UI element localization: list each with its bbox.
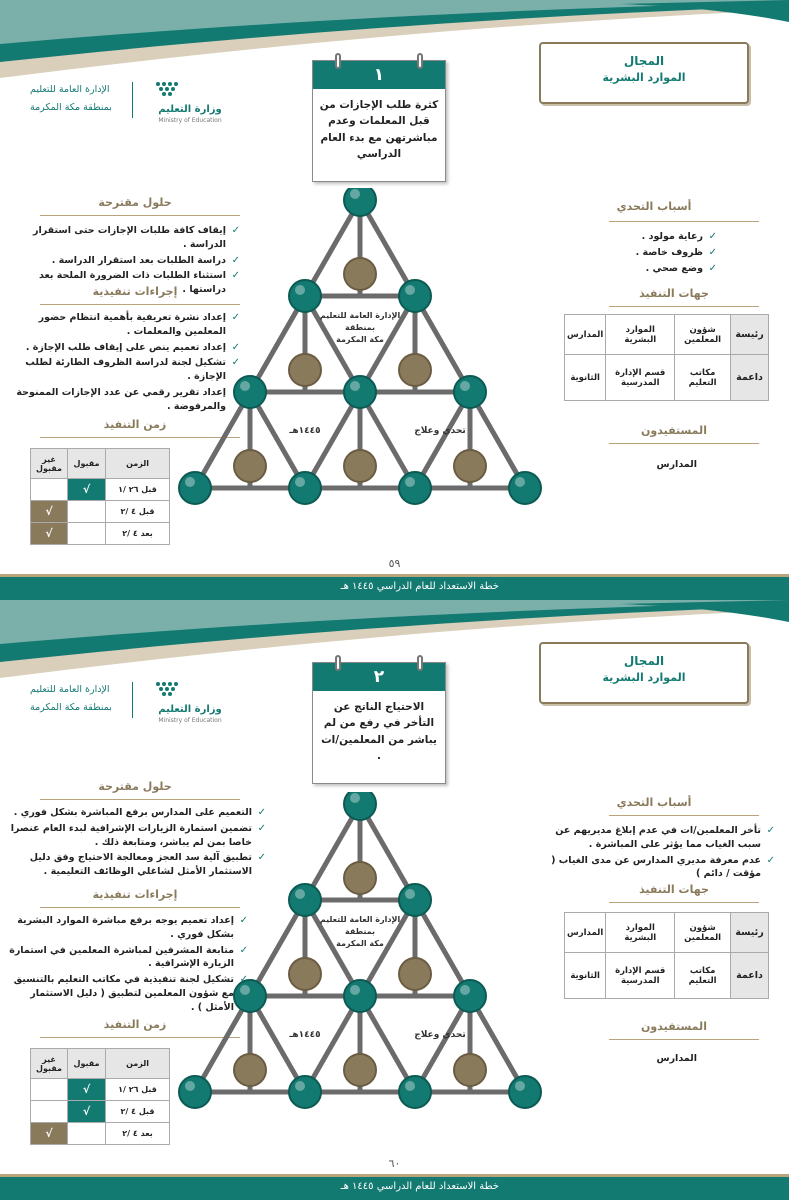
list-item: ✓ إيقاف كافة طلبات الإجازات حتى استقرار الدراسة .: [8, 224, 240, 252]
time-label: بعد ٤ /٢: [106, 1123, 170, 1145]
time-label: بعد ٤ /٢: [106, 523, 170, 545]
list-item: ✓ وضع صحي .: [577, 262, 717, 276]
pyramid-node-teal: [454, 376, 486, 408]
not-accepted-col-header: غير مقبول: [31, 449, 68, 479]
pyramid-node-teal: [234, 980, 266, 1012]
pyramid-node-teal: [344, 792, 376, 820]
causes-list: [577, 230, 717, 277]
not-accepted-col-header: غير مقبول: [31, 1049, 68, 1079]
section-divider: [609, 815, 759, 816]
node-highlight: [350, 793, 360, 803]
accepted-check: √: [68, 479, 106, 501]
ministry-logo: [30, 678, 230, 728]
empty-cell: [31, 1101, 68, 1123]
challenge-calendar: [312, 60, 446, 182]
list-item: ✓ التعميم على المدارس برفع المباشرة بشكل فوري .: [8, 806, 266, 820]
empty-cell: [68, 501, 106, 523]
pyramid-node-teal: [509, 1076, 541, 1108]
list-item: ✓ تأخر المعلمين/ات في عدم إبلاغ مديريهم عن سبب الغياب مما يؤثر على المباشرة .: [550, 824, 775, 852]
list-item: ✓ تضمين استمارة الزيارات الإشرافية لبدء العام عنصرا خاصا بمن لم يباشر، ومتابعة ذلك .: [8, 822, 266, 850]
list-item: ✓ إعداد نشرة تعريفية بأهمية انتظام حضور المعلمين والمعلمات .: [8, 311, 240, 339]
list-item: ✓ تشكيل لجنة تنفيذية في مكاتب التعليم بالتنسيق مع شؤون المعلمين لتطبيق ( دليل الاستثمار الأمثل ) .: [8, 973, 248, 1014]
pyramid-year: ١٤٤٥هـ: [289, 1030, 321, 1040]
pyramid-node-teal: [179, 472, 211, 504]
challenge-number: ٢: [313, 663, 445, 691]
exec-support-label: داعمة: [731, 355, 769, 401]
pyramid-center-line2: بمنطقة: [344, 927, 376, 936]
page-number: ٦٠: [388, 1157, 401, 1170]
empty-cell: [68, 1123, 106, 1145]
footer-text: خطة الاستعداد للعام الدراسي ١٤٤٥ هـ: [340, 581, 499, 592]
list-item: ✓ عدم معرفة مديري المدارس عن مدى الغياب ( مؤقت / دائم ): [550, 854, 775, 882]
table-row: [31, 1101, 170, 1123]
node-highlight: [515, 477, 525, 487]
section-divider: [609, 443, 759, 444]
table-row: [31, 479, 170, 501]
list-item: ✓ دراسة الطلبات بعد استقرار الدراسة .: [8, 254, 240, 268]
node-highlight: [240, 381, 250, 391]
challenge-title: الاحتياج الناتج عن التأخر في رفع من لم يباشر من المعلمين/ات .: [321, 701, 437, 762]
challenge-number: ١: [313, 61, 445, 89]
not-accepted-check: √: [31, 501, 68, 523]
ministry-emblem-icon: [138, 78, 228, 126]
node-highlight: [405, 285, 415, 295]
node-highlight: [295, 477, 305, 487]
list-item: ✓ ظروف خاصة .: [577, 246, 717, 260]
node-highlight: [460, 985, 470, 995]
exec-bodies-table: [564, 912, 769, 999]
table-cell: شؤون المعلمين: [675, 315, 731, 355]
exec-bodies-title: جهات التنفيذ: [639, 883, 709, 896]
calendar-ring: [335, 53, 341, 69]
causes-list: [550, 824, 775, 883]
domain-title: المجال: [623, 54, 665, 68]
node-highlight: [185, 477, 195, 487]
pyramid-node-teal: [399, 1076, 431, 1108]
node-highlight: [405, 1081, 415, 1091]
logo-divider: [132, 82, 133, 118]
pyramid-year: ١٤٤٥هـ: [289, 426, 321, 436]
exec-support-label: داعمة: [731, 953, 769, 999]
pyramid-node-teal: [399, 884, 431, 916]
solutions-title: حلول مقترحة: [98, 780, 172, 793]
table-cell: مكاتب التعليم: [675, 355, 731, 401]
domain-value: الموارد البشرية: [602, 671, 686, 684]
page-2: [0, 600, 789, 1200]
list-item: ✓ إعداد تعميم يوجه برفع مباشرة الموارد البشرية بشكل فوري .: [8, 914, 248, 942]
beneficiaries-title: المستفيدون: [641, 1020, 707, 1033]
domain-box: [539, 42, 749, 104]
domain-title: المجال: [623, 654, 665, 668]
accepted-check: √: [68, 1079, 106, 1101]
node-highlight: [295, 1081, 305, 1091]
pyramid-diagram: [170, 792, 550, 1112]
pyramid-node-teal: [344, 188, 376, 216]
pyramid-diagram: [170, 188, 550, 508]
pyramid-node-teal: [454, 980, 486, 1012]
logo-line1: الإدارة العامة للتعليم: [30, 84, 110, 95]
node-highlight: [350, 985, 360, 995]
time-col-header: الزمن: [106, 449, 170, 479]
node-highlight: [405, 477, 415, 487]
time-label: قبل ٤ /٢: [106, 501, 170, 523]
logo-divider: [132, 682, 133, 718]
pyramid-node-teal: [179, 1076, 211, 1108]
exec-bodies-title: جهات التنفيذ: [639, 287, 709, 300]
list-item: ✓ تطبيق آلية سد العجز ومعالجة الاحتياج وفق دليل الاستثمار الأمثل لشاغلي الوظائف التعليمية .: [8, 851, 266, 879]
table-cell: المدارس: [565, 315, 606, 355]
page-number: ٥٩: [388, 557, 401, 570]
node-highlight: [240, 985, 250, 995]
pyramid-node-gold: [399, 354, 431, 386]
pyramid-node-teal: [289, 884, 321, 916]
challenge-title: كثرة طلب الإجازات من قبل المعلمات وعدم مباشرتهن مع بدء العام الدراسي: [319, 99, 439, 160]
table-cell: الموارد البشرية: [606, 315, 675, 355]
challenge-calendar: [312, 662, 446, 784]
time-label: قبل ٢٦ /١: [106, 479, 170, 501]
footer-text: خطة الاستعداد للعام الدراسي ١٤٤٥ هـ: [340, 1181, 499, 1192]
pyramid-center-line2: بمنطقة: [344, 323, 376, 332]
beneficiaries-value: المدارس: [656, 1053, 697, 1064]
not-accepted-check: √: [31, 523, 68, 545]
pyramid-lines: [195, 200, 525, 488]
pyramid-node-teal: [289, 280, 321, 312]
domain-value: الموارد البشرية: [602, 71, 686, 84]
ministry-emblem-icon: [138, 678, 228, 726]
node-highlight: [350, 381, 360, 391]
pyramid-challenge: تحدي وعلاج: [414, 426, 466, 436]
table-cell: قسم الإدارة المدرسية: [606, 355, 675, 401]
causes-title: أسباب التحدي: [616, 796, 692, 809]
accepted-col-header: مقبول: [68, 449, 106, 479]
list-item: ✓ متابعة المشرفين لمباشرة المعلمين في استمارة الزيارة الإشرافية .: [8, 944, 248, 972]
table-row: [31, 1079, 170, 1101]
node-highlight: [460, 381, 470, 391]
not-accepted-check: √: [31, 1123, 68, 1145]
node-highlight: [295, 285, 305, 295]
pyramid-node-gold: [344, 1054, 376, 1086]
table-row: [31, 501, 170, 523]
calendar-ring: [417, 53, 423, 69]
pyramid-center-line1: الإدارة العامة للتعليم: [319, 311, 401, 320]
calendar-ring: [335, 655, 341, 671]
pyramid-node-teal: [234, 376, 266, 408]
exec-main-label: رئيسة: [731, 913, 769, 953]
solutions-title: حلول مقترحة: [98, 196, 172, 209]
table-cell: الثانوية: [565, 953, 606, 999]
pyramid-node-gold: [344, 450, 376, 482]
beneficiaries-title: المستفيدون: [641, 424, 707, 437]
table-cell: الموارد البشرية: [606, 913, 675, 953]
node-highlight: [185, 1081, 195, 1091]
footer-bar: [0, 574, 789, 600]
pyramid-center-line3: مكة المكرمة: [336, 335, 384, 344]
node-highlight: [295, 889, 305, 899]
pyramid-center-line3: مكة المكرمة: [336, 939, 384, 948]
exec-main-label: رئيسة: [731, 315, 769, 355]
time-col-header: الزمن: [106, 1049, 170, 1079]
list-item: ✓ استثناء الطلبات ذات الضرورة الملحة بعد دراستها .: [8, 269, 240, 297]
list-item: ✓ تشكيل لجنة لدراسة الظروف الطارئة لطلب الإجازة .: [8, 356, 240, 384]
node-highlight: [515, 1081, 525, 1091]
footer-bar: [0, 1174, 789, 1200]
ministry-name-en: Ministry of Education: [158, 117, 222, 124]
accepted-check: √: [68, 1101, 106, 1123]
pyramid-node-gold: [234, 1054, 266, 1086]
accepted-col-header: مقبول: [68, 1049, 106, 1079]
ministry-name-en: Ministry of Education: [158, 717, 222, 724]
procedures-title: إجراءات تنفيذية: [92, 888, 178, 901]
domain-box: [539, 642, 749, 704]
table-row: [31, 1123, 170, 1145]
section-divider: [609, 306, 759, 307]
section-divider: [609, 221, 759, 222]
pyramid-node-teal: [399, 472, 431, 504]
logo-line2: بمنطقة مكة المكرمة: [30, 702, 112, 713]
pyramid-node-gold: [399, 958, 431, 990]
pyramid-node-gold: [454, 1054, 486, 1086]
section-divider: [609, 1039, 759, 1040]
pyramid-node-teal: [344, 376, 376, 408]
pyramid-node-gold: [234, 450, 266, 482]
pyramid-lines: [195, 804, 525, 1092]
pyramid-node-teal: [289, 1076, 321, 1108]
node-highlight: [405, 889, 415, 899]
exec-time-title: زمن التنفيذ: [103, 418, 167, 431]
empty-cell: [31, 1079, 68, 1101]
table-cell: المدارس: [565, 913, 606, 953]
pyramid-node-teal: [509, 472, 541, 504]
table-cell: الثانوية: [565, 355, 606, 401]
empty-cell: [31, 479, 68, 501]
pyramid-center-line1: الإدارة العامة للتعليم: [319, 915, 401, 924]
exec-bodies-table: [564, 314, 769, 401]
exec-time-title: زمن التنفيذ: [103, 1018, 167, 1031]
table-row: [31, 523, 170, 545]
logo-line2: بمنطقة مكة المكرمة: [30, 102, 112, 113]
ministry-name-ar: وزارة التعليم: [158, 104, 222, 115]
exec-time-table: [30, 1048, 170, 1145]
pyramid-node-gold: [454, 450, 486, 482]
pyramid-node-teal: [344, 980, 376, 1012]
node-highlight: [350, 189, 360, 199]
pyramid-node-gold: [289, 354, 321, 386]
table-cell: شؤون المعلمين: [675, 913, 731, 953]
pyramid-challenge: تحدي وعلاج: [414, 1030, 466, 1040]
pyramid-node-gold: [344, 258, 376, 290]
ministry-logo: [30, 78, 230, 128]
list-item: ✓ إعداد تعميم ينص على إيقاف طلب الإجازة .: [8, 341, 240, 355]
time-label: قبل ٢٦ /١: [106, 1079, 170, 1101]
causes-title: أسباب التحدي: [616, 200, 692, 213]
section-divider: [609, 902, 759, 903]
pyramid-node-gold: [289, 958, 321, 990]
pyramid-node-teal: [289, 472, 321, 504]
ministry-name-ar: وزارة التعليم: [158, 704, 222, 715]
list-item: ✓ رعاية مولود .: [577, 230, 717, 244]
list-item: ✓ إعداد تقرير رقمي عن عدد الإجازات الممنوحة والمرفوضة .: [8, 386, 240, 414]
time-label: قبل ٤ /٢: [106, 1101, 170, 1123]
logo-line1: الإدارة العامة للتعليم: [30, 684, 110, 695]
calendar-ring: [417, 655, 423, 671]
procedures-title: إجراءات تنفيذية: [92, 285, 178, 298]
table-cell: قسم الإدارة المدرسية: [606, 953, 675, 999]
pyramid-node-teal: [399, 280, 431, 312]
empty-cell: [68, 523, 106, 545]
exec-time-table: [30, 448, 170, 545]
pyramid-node-gold: [344, 862, 376, 894]
table-cell: مكاتب التعليم: [675, 953, 731, 999]
beneficiaries-value: المدارس: [656, 459, 697, 470]
